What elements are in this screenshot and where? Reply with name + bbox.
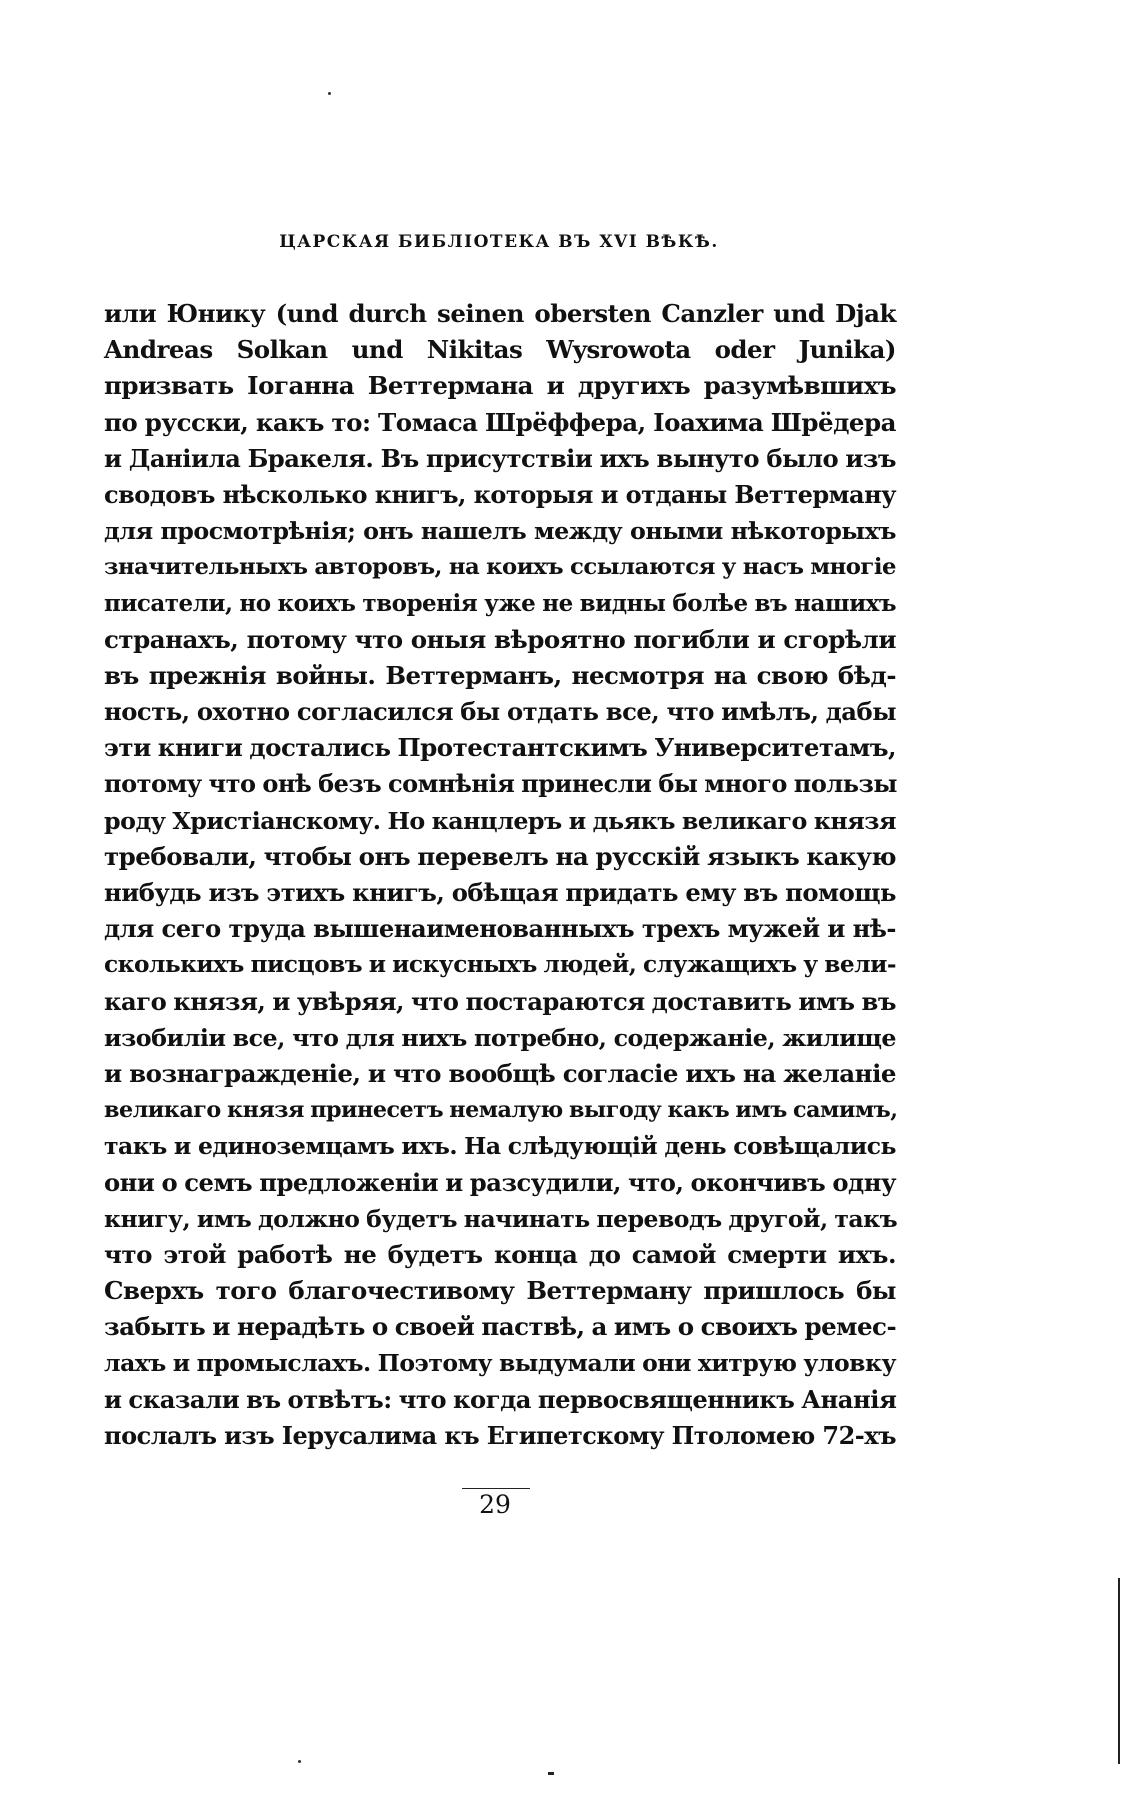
text-line: и вознагражденіе, и что вообщѣ согласіе ихъ на желаніе: [104, 1058, 896, 1088]
page-number: 29: [479, 1490, 511, 1519]
text-line: требовали, чтобы онъ перевелъ на русскій языкъ какую: [104, 841, 896, 871]
text-line: послалъ изъ Іерусалима къ Египетскому Птоломею 72-хъ: [104, 1420, 896, 1450]
text-line: для сего труда вышенаименованныхъ трехъ мужей и нѣ-: [104, 914, 896, 944]
scan-speck-top: [328, 92, 331, 95]
text-line: потому что онѣ безъ сомнѣнія принесли бы много пользы: [104, 769, 897, 799]
text-line: лахъ и промыслахъ. Поэтому выдумали они хитрую уловку: [104, 1349, 896, 1378]
text-line: писатели, но коихъ творенія уже не видны болѣе въ нашихъ: [104, 589, 896, 617]
text-line: Andreas Solkan und Nikitas Wysrowota oder Junika): [104, 335, 896, 365]
text-line: великаго князя принесетъ немалую выгоду какъ имъ самимъ,: [104, 1097, 898, 1124]
text-line: призвать Іоганна Веттермана и другихъ разумѣвшихъ: [104, 371, 896, 401]
text-line: изобиліи все, что для нихъ потребно, содержаніе, жилище: [104, 1023, 896, 1052]
text-line: и Даніила Бракеля. Въ присутствіи ихъ вынуто было изъ: [104, 443, 896, 473]
text-line: и сказали въ отвѣтъ: что когда первосвященникъ Ананія: [104, 1384, 897, 1414]
text-line: ность, охотно согласился бы отдать все, что имѣлъ, дабы: [104, 697, 896, 727]
scan-edge-line-right: [1118, 1578, 1120, 1764]
text-line: для просмотрѣнія; онъ нашелъ между оными нѣкоторыхъ: [104, 517, 896, 546]
text-line: каго князя, и увѣряя, что постараются доставить имъ въ: [104, 986, 896, 1016]
text-line: эти книги достались Протестантскимъ Университетамъ,: [104, 733, 897, 763]
body-text: [104, 296, 896, 1454]
text-line: значительныхъ авторовъ, на коихъ ссылаются у насъ многіе: [104, 554, 896, 581]
running-head: ЦАРСКАЯ БИБЛІОТЕКА ВЪ XVI ВѢКѢ.: [279, 232, 719, 252]
page-number-rule: [462, 1488, 530, 1489]
text-line: по русски, какъ то: Томаса Шрёффера, Іоахима Шрёдера: [104, 407, 896, 437]
scan-mark-bottom-center: [548, 1772, 554, 1775]
text-line: нибудь изъ этихъ книгъ, обѣщая придать ему въ помощь: [104, 878, 896, 907]
text-line: они о семъ предложеніи и разсудили, что, окончивъ одну: [104, 1167, 896, 1197]
text-line: что этой работѣ не будетъ конца до самой смерти ихъ.: [104, 1239, 896, 1269]
text-line: или Юнику (und durch seinen obersten Canzler und Djak: [104, 299, 896, 328]
text-line: роду Христіанскому. Но канцлеръ и дьякъ великаго князя: [104, 806, 896, 835]
text-line: Сверхъ того благочестивому Веттерману пришлось бы: [104, 1276, 896, 1306]
text-line: странахъ, потому что оныя вѣроятно погибли и сгорѣли: [104, 624, 896, 654]
text-line: такъ и единоземцамъ ихъ. На слѣдующій день совѣщались: [104, 1132, 896, 1161]
scan-speck-bottom-left: [298, 1760, 301, 1763]
text-line: въ прежнія войны. Веттерманъ, несмотря на свою бѣд-: [104, 660, 896, 690]
text-line: книгу, имъ должно будетъ начинать переводъ другой, такъ: [104, 1204, 898, 1233]
text-line: забыть и нерадѣть о своей паствѣ, а имъ о своихъ ремес-: [104, 1312, 897, 1342]
text-line: сводовъ нѣсколько книгъ, которыя и отданы Веттерману: [104, 479, 896, 509]
text-line: сколькихъ писцовъ и искусныхъ людей, служащихъ у вели-: [104, 951, 896, 979]
